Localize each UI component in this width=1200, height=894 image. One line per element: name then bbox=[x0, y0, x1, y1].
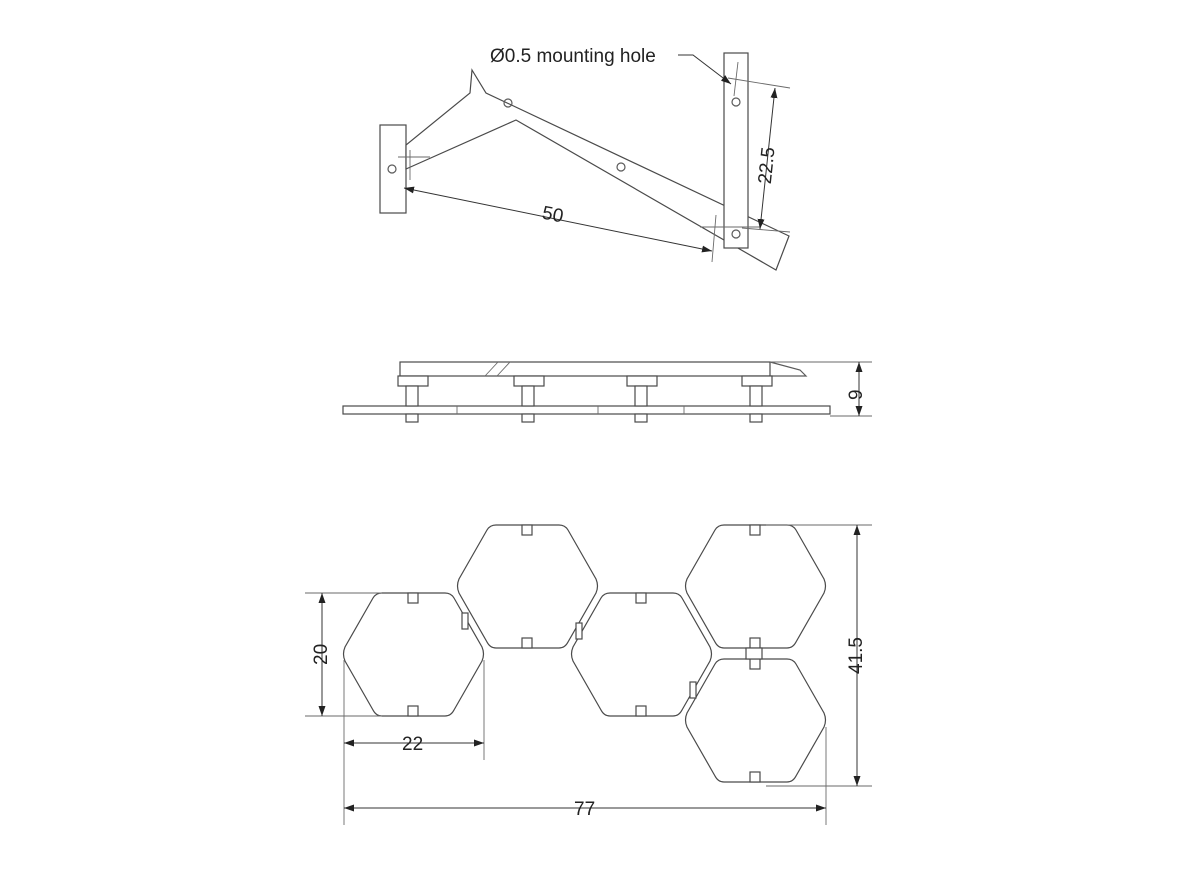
hex-height-label: 20 bbox=[311, 643, 332, 665]
hexagon-4 bbox=[686, 525, 826, 648]
side-panel-strip bbox=[343, 406, 830, 414]
side-connector-1 bbox=[398, 376, 428, 422]
depth-label: 9 bbox=[846, 389, 867, 400]
side-connector-2 bbox=[514, 376, 544, 422]
hexagon-5 bbox=[686, 659, 826, 782]
hexagon-front-view bbox=[305, 525, 872, 825]
hexagon-1 bbox=[344, 593, 484, 716]
hex-width-label: 22 bbox=[402, 734, 424, 755]
hole-callout-label: Ø0.5 mounting hole bbox=[490, 46, 656, 67]
side-connector-4 bbox=[742, 376, 772, 422]
side-view bbox=[343, 362, 872, 422]
hole-callout-leader bbox=[678, 55, 731, 84]
left-wall-plate bbox=[380, 125, 406, 213]
side-top-rail bbox=[400, 362, 770, 376]
total-width-label: 77 bbox=[574, 799, 596, 820]
total-height-label: 41.5 bbox=[846, 637, 867, 674]
hole-spacing-label: 22.5 bbox=[754, 146, 780, 186]
arm-length-label: 50 bbox=[540, 202, 566, 228]
bracket-arm-view bbox=[380, 46, 790, 270]
side-connector-3 bbox=[627, 376, 657, 422]
